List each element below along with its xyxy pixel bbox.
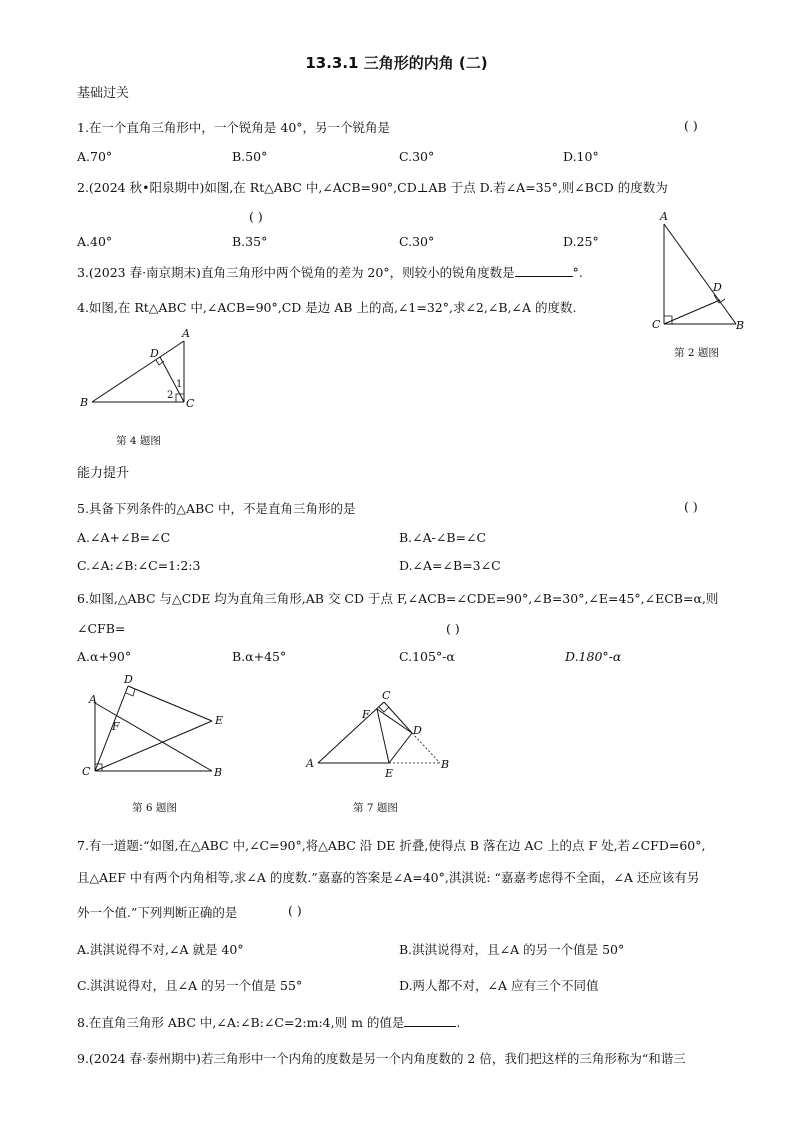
- fig6-label-a: A: [89, 693, 97, 706]
- q2-option-d[interactable]: D.25°: [563, 234, 599, 249]
- fig2-label-d: D: [713, 281, 722, 294]
- question-8: [77, 1013, 460, 1031]
- question-3-blank[interactable]: [515, 264, 573, 277]
- question-3-text: 3.(2023 春·南京期末)直角三角形中两个锐角的差为 20°，则较小的锐角度数是: [77, 265, 515, 280]
- q7-option-c[interactable]: C.淇淇说得对，且∠A 的另一个值是 55°: [77, 978, 303, 993]
- question-2-paren: ( ): [249, 209, 263, 224]
- q6-option-b[interactable]: B.α+45°: [232, 649, 287, 664]
- q7-option-b[interactable]: B.淇淇说得对，且∠A 的另一个值是 50°: [399, 942, 625, 957]
- q7-option-a[interactable]: A.淇淇说得不对,∠A 就是 40°: [77, 942, 244, 957]
- q2-option-c[interactable]: C.30°: [399, 234, 435, 249]
- fig7-label-a: A: [306, 757, 314, 770]
- fig6-label-b: B: [214, 766, 223, 779]
- fig7-label-d: D: [413, 724, 422, 737]
- question-1-paren: ( ): [684, 118, 698, 133]
- question-6-paren: ( ): [446, 621, 460, 636]
- fig7-label-b: B: [441, 758, 450, 771]
- question-2: 2.(2024 秋•阳泉期中)如图,在 Rt△ABC 中,∠ACB=90°,CD⊥AB 于点 D.若∠A=35°,则∠BCD 的度数为: [77, 180, 668, 195]
- figure-6-caption: 第 6 题图: [132, 802, 177, 814]
- question-7-line-2: 且△AEF 中有两个内角相等,求∠A 的度数.”嘉嘉的答案是∠A=40°,淇淇说: “嘉嘉考虑得不全面，∠A 还应该有另: [77, 870, 700, 885]
- figure-7-caption: 第 7 题图: [353, 802, 398, 814]
- figure-2-caption: 第 2 题图: [674, 347, 719, 359]
- figure-4-caption: 第 4 题图: [116, 435, 161, 447]
- fig2-label-a: A: [660, 210, 668, 223]
- fig4-label-b: B: [80, 396, 89, 409]
- question-7-line-1: 7.有一道题:“如图,在△ABC 中,∠C=90°,将△ABC 沿 DE 折叠,使得点 B 落在边 AC 上的点 F 处,若∠CFD=60°,: [77, 838, 706, 853]
- q7-option-d[interactable]: D.两人都不对，∠A 应有三个不同值: [399, 978, 599, 993]
- fig6-label-e: E: [215, 714, 224, 727]
- fig2-label-b: B: [736, 319, 745, 332]
- q5-option-b[interactable]: B.∠A-∠B=∠C: [399, 530, 487, 545]
- fig4-label-2: 2: [167, 390, 174, 401]
- question-6-line-2: ∠CFB=: [77, 621, 126, 636]
- question-8-blank[interactable]: [404, 1014, 456, 1027]
- question-9: 9.(2024 春·泰州期中)若三角形中一个内角的度数是另一个内角度数的 2 倍，我们把这样的三角形称为“和谐三: [77, 1051, 686, 1066]
- page-title: 13.3.1 三角形的内角 (二): [305, 54, 488, 72]
- q5-option-c[interactable]: C.∠A:∠B:∠C=1:2:3: [77, 558, 201, 573]
- q1-option-a[interactable]: A.70°: [77, 149, 113, 164]
- question-3: [77, 263, 583, 281]
- q6-option-a[interactable]: A.α+90°: [77, 649, 132, 664]
- fig4-label-1: 1: [176, 379, 183, 390]
- q2-option-b[interactable]: B.35°: [232, 234, 268, 249]
- fig7-label-e: E: [385, 767, 394, 780]
- q5-option-d[interactable]: D.∠A=∠B=3∠C: [399, 558, 501, 573]
- question-7-paren: ( ): [288, 903, 302, 918]
- question-3-tail: °.: [572, 265, 583, 280]
- question-5-paren: ( ): [684, 499, 698, 514]
- fig6-label-f: F: [112, 720, 120, 733]
- q5-option-a[interactable]: A.∠A+∠B=∠C: [77, 530, 171, 545]
- fig6-label-c: C: [82, 765, 91, 778]
- figure-7: [302, 688, 457, 783]
- q1-option-d[interactable]: D.10°: [563, 149, 599, 164]
- figure-6: [80, 670, 230, 785]
- fig4-label-a: A: [182, 327, 190, 340]
- question-7-line-3: 外一个值.”下列判断正确的是: [77, 905, 238, 920]
- question-5: 5.具备下列条件的△ABC 中，不是直角三角形的是: [77, 501, 356, 516]
- fig4-label-d: D: [150, 347, 159, 360]
- question-8-tail: .: [456, 1015, 461, 1030]
- question-4: 4.如图,在 Rt△ABC 中,∠ACB=90°,CD 是边 AB 上的高,∠1=32°,求∠2,∠B,∠A 的度数.: [77, 300, 577, 315]
- fig7-label-c: C: [382, 689, 391, 702]
- question-8-text: 8.在直角三角形 ABC 中,∠A:∠B:∠C=2:m:4,则 m 的值是: [77, 1015, 405, 1030]
- figure-2: [650, 208, 750, 343]
- section-advanced: 能力提升: [77, 466, 130, 481]
- question-6-line-1: 6.如图,△ABC 与△CDE 均为直角三角形,AB 交 CD 于点 F,∠ACB=∠CDE=90°,∠B=30°,∠E=45°,∠ECB=α,则: [77, 591, 719, 606]
- fig6-label-d: D: [124, 673, 133, 686]
- question-1: 1.在一个直角三角形中，一个锐角是 40°，另一个锐角是: [77, 120, 391, 135]
- figure-4: [78, 327, 208, 417]
- section-basic: 基础过关: [77, 86, 130, 101]
- fig7-label-f: F: [362, 708, 370, 721]
- q1-option-c[interactable]: C.30°: [399, 149, 435, 164]
- q2-option-a[interactable]: A.40°: [77, 234, 113, 249]
- q1-option-b[interactable]: B.50°: [232, 149, 268, 164]
- fig2-label-c: C: [652, 318, 661, 331]
- q6-option-c[interactable]: C.105°-α: [399, 649, 455, 664]
- fig4-label-c: C: [186, 397, 195, 410]
- q6-option-d[interactable]: D.180°-α: [565, 649, 622, 664]
